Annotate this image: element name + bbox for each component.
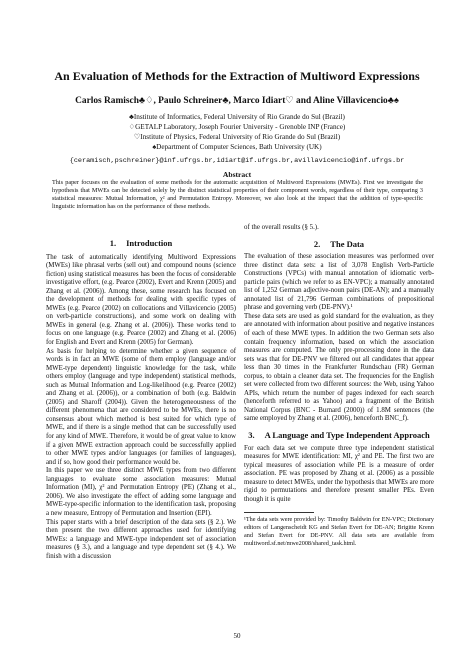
paragraph: These data sets are used as gold standard for the evaluation, as they are annotated with information about positive and negative instances of each of these MWE types. In addition the two German sets also contain frequency information, based on which the association measures are computed. The only pre-processing done in the data sets was that for DE-PNV we filtered out all candidates that appear less than 30 times in the Frankfurter Rundschau (FR) German corpus, to obtain a cleaner data set. The frequencies for the English set were collected from two different sources: the Web, using Yahoo APIs, which return the number of pages indexed for each search (henceforth referred to as Yahoo) and a fragment of the British National Corpus (BNC - Burnard (2000)) of 1.8M sentences (the same employed by Zhang et al. (2006), henceforth BNC_f).: [244, 312, 434, 423]
page-number: 50: [233, 632, 241, 640]
affiliation-1: ♣Institute of Informatics, Federal University of Rio Grande do Sul (Brazil): [129, 113, 345, 121]
section-title: Introduction: [126, 238, 173, 248]
paragraph: The evaluation of these association measures was performed over three distinct data sets: a list of 3,078 English Verb-Particle Constructions (VPCs) with manual annotation of idiomatic verb-particle pairs (which we refer to as EN-VPC); a manually annotated list of 1,252 German adjective-noun pairs (DE-AN); and a manually annotated list of 21,796 German combinations of prepositional phrase and governing verb (DE-PNV).¹: [244, 253, 434, 312]
abstract-heading: Abstract: [222, 170, 252, 179]
paragraph: For each data set we compute three type independent statistical measures for MWE identification: MI, χ² and PE. The first two are typical measures of association while PE is a measure of order association. PE was proposed by Zhang et al. (2006) as a possible measure to detect MWEs, under the hypothesis that MWEs are more rigid to permutations and therefore present smaller PEs. Even though it is quite: [244, 444, 434, 503]
section-number: 2.: [313, 238, 321, 249]
paragraph: This paper starts with a brief description of the data sets (§ 2.). We then present the two different approaches used for identifying MWEs: a language and MWE-type independent set of association measures (§ 3.), and a language and type dependent set (§ 4.). We finish with a discussion: [46, 518, 236, 560]
section-number: 3.: [248, 430, 255, 441]
paragraph: of the overall results (§ 5.).: [244, 224, 319, 231]
paragraph: As basis for helping to determine whether a given sequence of words is in fact an MWE (some of them employ (language and/or MWE-type dependent) linguistic knowledge for the task, while others employ (language and type independent) statistical methods, such as Mutual Information and Log-likelihood (e.g. Pearce (2002) and Zhang et al. (2006)), or a combination of both (e.g. Baldwin (2005) and Sharoff (2004)). Given the heterogeneousness of the different phenomena that are considered to be MWEs, there is no consensus about which method is best suited for which type of MWE, and if there is a single method that can be successfully used for any kind of MWE. Therefore, it would be of great value to know if a given MWE extraction approach could be successfully applied to other MWE types and/or languages (or families of languages), and if so, how good their performance would be.: [46, 347, 236, 466]
section-1-heading: [46, 239, 236, 248]
section-title: The Data: [330, 238, 365, 249]
abstract-text: This paper focuses on the evaluation of some methods for the automatic acquisition of Multiword Expressions (MWEs). First we investigate the hypothesis that MWEs can be detected solely by the distinct statistical properties of their component words, regardless of their type, comparing 3 statistical measures: Mutual Information, χ² and Permutation Entropy. Moreover, we also look at the impact that the addition of type-specific linguistic information has on the performance of these methods.: [52, 179, 423, 210]
affiliation-3: ♡Institute of Physics, Federal University of Rio Grande do Sul (Brazil): [133, 133, 341, 141]
paragraph: The task of automatically identifying Multiword Expressions (MWEs) like phrasal verbs (sell out) and compound nouns (science fiction) using statistical measures has been the focus of considerable investigative effort, (e.g. Pearce (2002), Evert and Krenn (2005) and Zhang et al. (2006)). Among these, some research has focused on the development of methods for dealing with specific types of MWEs (e.g. Pearce (2002) on collocations and Villavicencio (2005) on verb-particle constructions), and some work on dealing with MWEs in general (e.g. Zhang et al. (2006)). These works tend to focus on one language (e.g. Pearce (2002) and Zhang et al. (2006) for English and Evert and Krenn (2005) for German).: [46, 253, 236, 347]
footnote-divider: [244, 512, 314, 513]
section-title: A Language and Type Independent Approach: [264, 430, 430, 441]
section-number: 1.: [109, 238, 117, 248]
section-3-heading: [244, 431, 434, 440]
paragraph: In this paper we use three distinct MWE types from two different languages to evaluate some association measures: Mutual Information (MI), χ² and Permutation Entropy (PE) (Zhang et al., 2006). We also investigate the effect of adding some language and MWE-type-specific information to the identification task, proposing a new measure, Entropy of Permutation and Insertion (EPI).: [46, 467, 236, 517]
affiliation-2: ♢GETALP Laboratory, Joseph Fourier University - Grenoble INP (France): [128, 123, 346, 131]
left-column: [46, 239, 236, 561]
paper-title: An Evaluation of Methods for the Extraction of Multiword Expressions: [54, 69, 420, 83]
author-emails: {ceramisch,pschreiner}@inf.ufrgs.br,idiart@if.ufrgs.br,avillavicencio@inf.ufrgs.br: [69, 157, 405, 165]
section-2-heading: [244, 240, 434, 249]
author-list: Carlos Ramisch♣♢, Paulo Schreiner♣, Marco Idiart♡ and Aline Villavicencio♣♠: [75, 96, 399, 106]
affiliation-4: ♠Department of Computer Sciences, Bath University (UK): [152, 143, 322, 151]
footnote: ¹The data sets were provided by: Timothy Baldwin for EN-VPC; Dictionary editors of Langenscheidt KG and Stefan Evert for DE-AN; Brigitte Krenn and Stefan Evert for DE-PNV. All data sets are available from multiword.sf.net/mwe2008/shared_task.html.: [244, 516, 434, 548]
right-column: [244, 224, 434, 548]
